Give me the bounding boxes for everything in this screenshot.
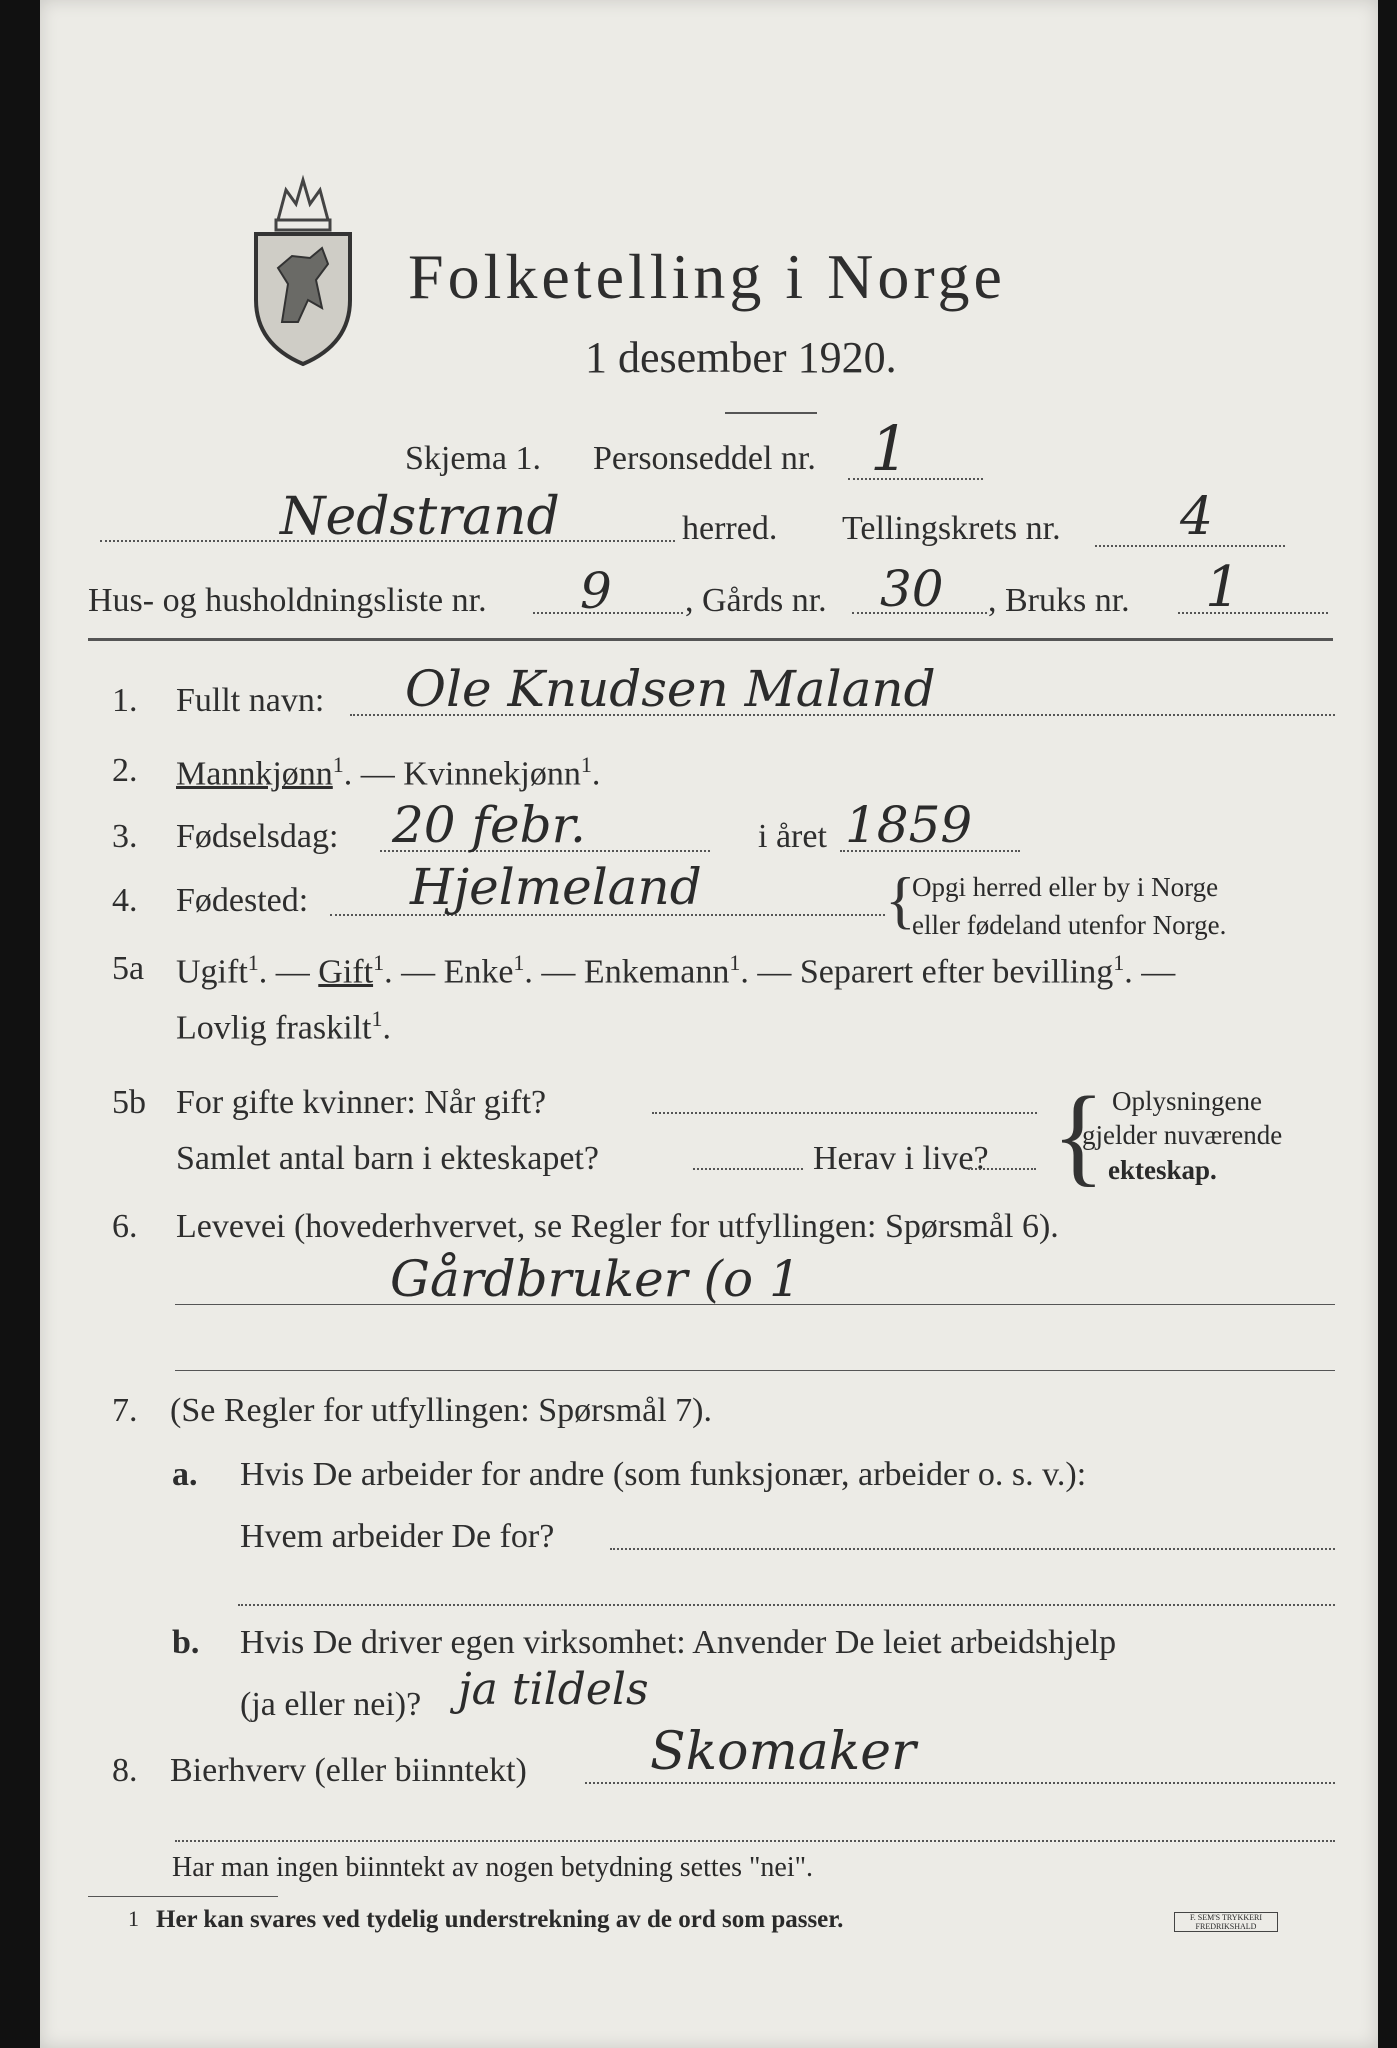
q8-line2 [175, 1840, 1335, 1842]
q5b-alive-line [968, 1168, 1036, 1170]
q5a-option-separert[interactable]: Separert efter bevilling [799, 953, 1114, 991]
q7a-employer-label: Hvem arbeider De for? [240, 1518, 555, 1555]
q5b-children-label: Samlet antal barn i ekteskapet? [176, 1140, 599, 1177]
schema-label: Skjema 1. [405, 440, 541, 477]
q5a-option-fraskilt[interactable]: Lovlig fraskilt [176, 1009, 372, 1047]
q4-label: Fødested: [176, 882, 309, 919]
q4-birthplace-value[interactable]: Hjelmeland [410, 858, 702, 916]
q7a-number: a. [172, 1456, 198, 1493]
q4-brace: { [885, 864, 916, 935]
herred-value[interactable]: Nedstrand [280, 487, 560, 547]
hus-label: Hus- og husholdningsliste nr. [88, 582, 487, 619]
q2-male-option[interactable]: Mannkjønn [176, 755, 333, 793]
q3-year-value[interactable]: 1859 [845, 796, 973, 854]
personseddel-label: Personseddel nr. [593, 440, 816, 477]
q6-label: Levevei (hovederhvervet, se Regler for utfyllingen: Spørsmål 6). [176, 1208, 1059, 1245]
q6-line1 [175, 1304, 1335, 1305]
title-divider [725, 412, 817, 414]
q5b-married-line [652, 1112, 1037, 1114]
census-form-page [40, 0, 1378, 2048]
q7b-answer-value[interactable]: ja tildels [458, 1664, 649, 1715]
q7-number: 7. [112, 1392, 138, 1429]
q5a-option-enkemann[interactable]: Enkemann [583, 953, 730, 991]
q7a-employer-line [610, 1548, 1335, 1550]
q2-number: 2. [112, 752, 138, 789]
q2-gender-options: Mannkjønn$^1$. — Kvinnekjønn$^1$. [176, 752, 601, 793]
q3-label: Fødselsdag: [176, 818, 339, 855]
form-date: 1 desember 1920. [585, 333, 897, 382]
q3-year-label: i året [758, 818, 827, 855]
q8-line [585, 1782, 1335, 1784]
q6-number: 6. [112, 1208, 138, 1245]
bruks-line [1178, 612, 1328, 614]
bruks-label: , Bruks nr. [988, 582, 1130, 619]
q8-side-income-value[interactable]: Skomaker [650, 1722, 916, 1782]
q6-line2 [175, 1370, 1335, 1371]
printer-stamp: F. SEM'S TRYKKERI FREDRIKSHALD [1174, 1912, 1278, 1932]
q5a-option-ugift[interactable]: Ugift [176, 953, 248, 991]
q5b-children-line [693, 1168, 803, 1170]
tellingskrets-value[interactable]: 4 [1180, 487, 1214, 547]
q5b-brace: { [1052, 1074, 1105, 1196]
personseddel-line [848, 478, 983, 480]
q5b-note-line1: Oplysningene [1112, 1086, 1262, 1116]
gards-label: , Gårds nr. [685, 582, 827, 619]
q5a-marital-options: Ugift$^1$. — Gift$^1$. — Enke$^1$. — Enkemann$^1$. — Separert efter bevilling$^1$. — [176, 950, 1176, 991]
q4-note-line2: eller fødeland utenfor Norge. [912, 910, 1227, 940]
q7b-label2: (ja eller nei)? [240, 1686, 422, 1723]
q5a-option-gift[interactable]: Gift [318, 953, 374, 991]
q7b-number: b. [172, 1624, 200, 1661]
footnote-mark: 1 [128, 1906, 139, 1931]
q6-occupation-value[interactable]: Gårdbruker (o 1 [390, 1250, 801, 1308]
q5b-alive-label: Herav i live? [813, 1140, 989, 1177]
tellingskrets-label: Tellingskrets nr. [842, 510, 1061, 547]
form-title: Folketelling i Norge [408, 241, 1006, 312]
gards-value[interactable]: 30 [880, 560, 944, 618]
footer-note: Har man ingen biinntekt av nogen betydning settes "nei". [172, 1852, 814, 1883]
q1-number: 1. [112, 682, 138, 719]
q7a-label: Hvis De arbeider for andre (som funksjonær, arbeider o. s. v.): [240, 1456, 1087, 1493]
footnote-text: Her kan svares ved tydelig understrekning av de ord som passer. [156, 1906, 844, 1933]
hus-value[interactable]: 9 [580, 562, 612, 620]
bruks-value[interactable]: 1 [1205, 555, 1241, 620]
q3-number: 3. [112, 818, 138, 855]
q5b-note-line2: gjelder nuværende [1082, 1120, 1283, 1150]
q3-birthdate-value[interactable]: 20 febr. [392, 796, 586, 854]
herred-label: herred. [682, 510, 778, 547]
q4-number: 4. [112, 882, 138, 919]
q5a-option-fraskilt-row: Lovlig fraskilt$^1$. [176, 1006, 391, 1047]
q5b-note-line3: ekteskap. [1108, 1155, 1217, 1185]
q5b-number: 5b [112, 1084, 146, 1121]
q5b-married-label: For gifte kvinner: Når gift? [176, 1084, 547, 1121]
norwegian-coat-of-arms-icon [248, 172, 358, 367]
q8-number: 8. [112, 1752, 138, 1789]
q1-full-name-value[interactable]: Ole Knudsen Maland [405, 660, 936, 718]
header-divider [88, 638, 1333, 641]
q7a-employer-line2 [238, 1604, 1335, 1606]
footnote-divider [88, 1896, 278, 1897]
q8-label: Bierhverv (eller biinntekt) [170, 1752, 527, 1789]
q1-label: Fullt navn: [176, 682, 325, 719]
q5a-option-enke[interactable]: Enke [443, 953, 514, 991]
q7-label: (Se Regler for utfyllingen: Spørsmål 7). [170, 1392, 713, 1429]
q7b-label: Hvis De driver egen virksomhet: Anvender De leiet arbeidshjelp [240, 1624, 1117, 1661]
personseddel-value[interactable]: 1 [870, 412, 910, 485]
q5a-number: 5a [112, 950, 145, 987]
q4-note-line1: Opgi herred eller by i Norge [912, 872, 1219, 902]
